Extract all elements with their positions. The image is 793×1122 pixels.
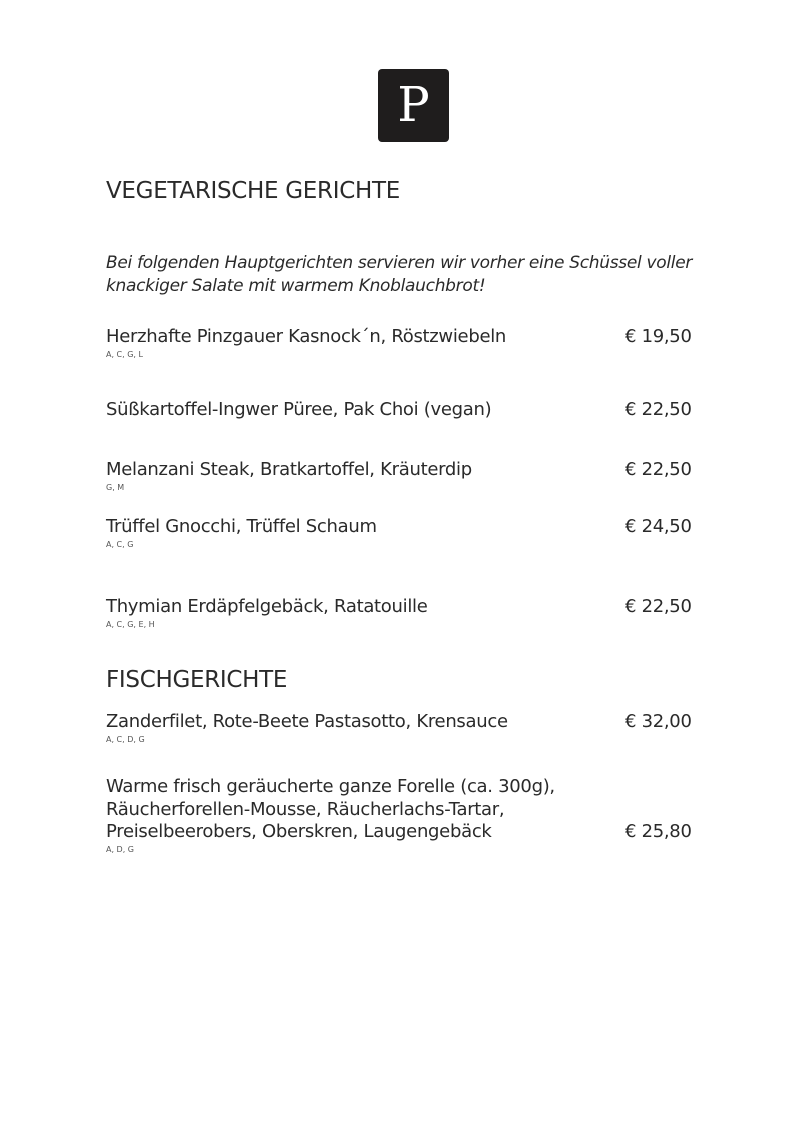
dish-price: € 32,00 [625,711,692,732]
allergen-codes: A, D, G [106,844,135,854]
allergen-codes: G, M [106,482,125,492]
dish-name: Zanderfilet, Rote-Beete Pastasotto, Krensauce [106,711,508,732]
dish-name: Warme frisch geräucherte ganze Forelle (ca. 300g), Räucherforellen-Mousse, Räucherlachs-Tartar, Preiselbeerobers, Oberskren, Laugengebäck [106,776,555,842]
dish-name: Süßkartoffel-Ingwer Püree, Pak Choi (vegan) [106,399,492,420]
dish-price: € 19,50 [625,326,692,347]
allergen-codes: A, C, D, G [106,734,145,744]
dish-price: € 22,50 [625,596,692,617]
dish-price: € 24,50 [625,516,692,537]
menu-item [106,596,692,630]
dish-price: € 25,80 [625,821,692,842]
menu-item [106,776,692,855]
dish-name: Melanzani Steak, Bratkartoffel, Kräuterdip [106,459,472,480]
allergen-codes: A, C, G, L [106,349,143,359]
dish-price: € 22,50 [625,459,692,480]
section-title-fish: FISCHGERICHTE [106,667,288,693]
menu-item [106,399,692,422]
dish-name: Trüffel Gnocchi, Trüffel Schaum [106,516,377,537]
section-title-vegetarian: VEGETARISCHE GERICHTE [106,178,400,204]
restaurant-logo [378,69,449,142]
logo-letter: P [397,77,430,133]
allergen-codes: A, C, G [106,539,134,549]
menu-item [106,711,692,745]
dish-name: Thymian Erdäpfelgebäck, Ratatouille [106,596,428,617]
menu-item [106,326,692,360]
dish-price: € 22,50 [625,399,692,420]
intro-note: Bei folgenden Hauptgerichten servieren wir vorher eine Schüssel voller knackiger Salate mit warmem Knoblauchbrot! [106,253,693,296]
dish-name: Herzhafte Pinzgauer Kasnock´n, Röstzwiebeln [106,326,507,347]
allergen-codes: A, C, G, E, H [106,619,155,629]
menu-item [106,516,692,550]
menu-item [106,459,692,493]
